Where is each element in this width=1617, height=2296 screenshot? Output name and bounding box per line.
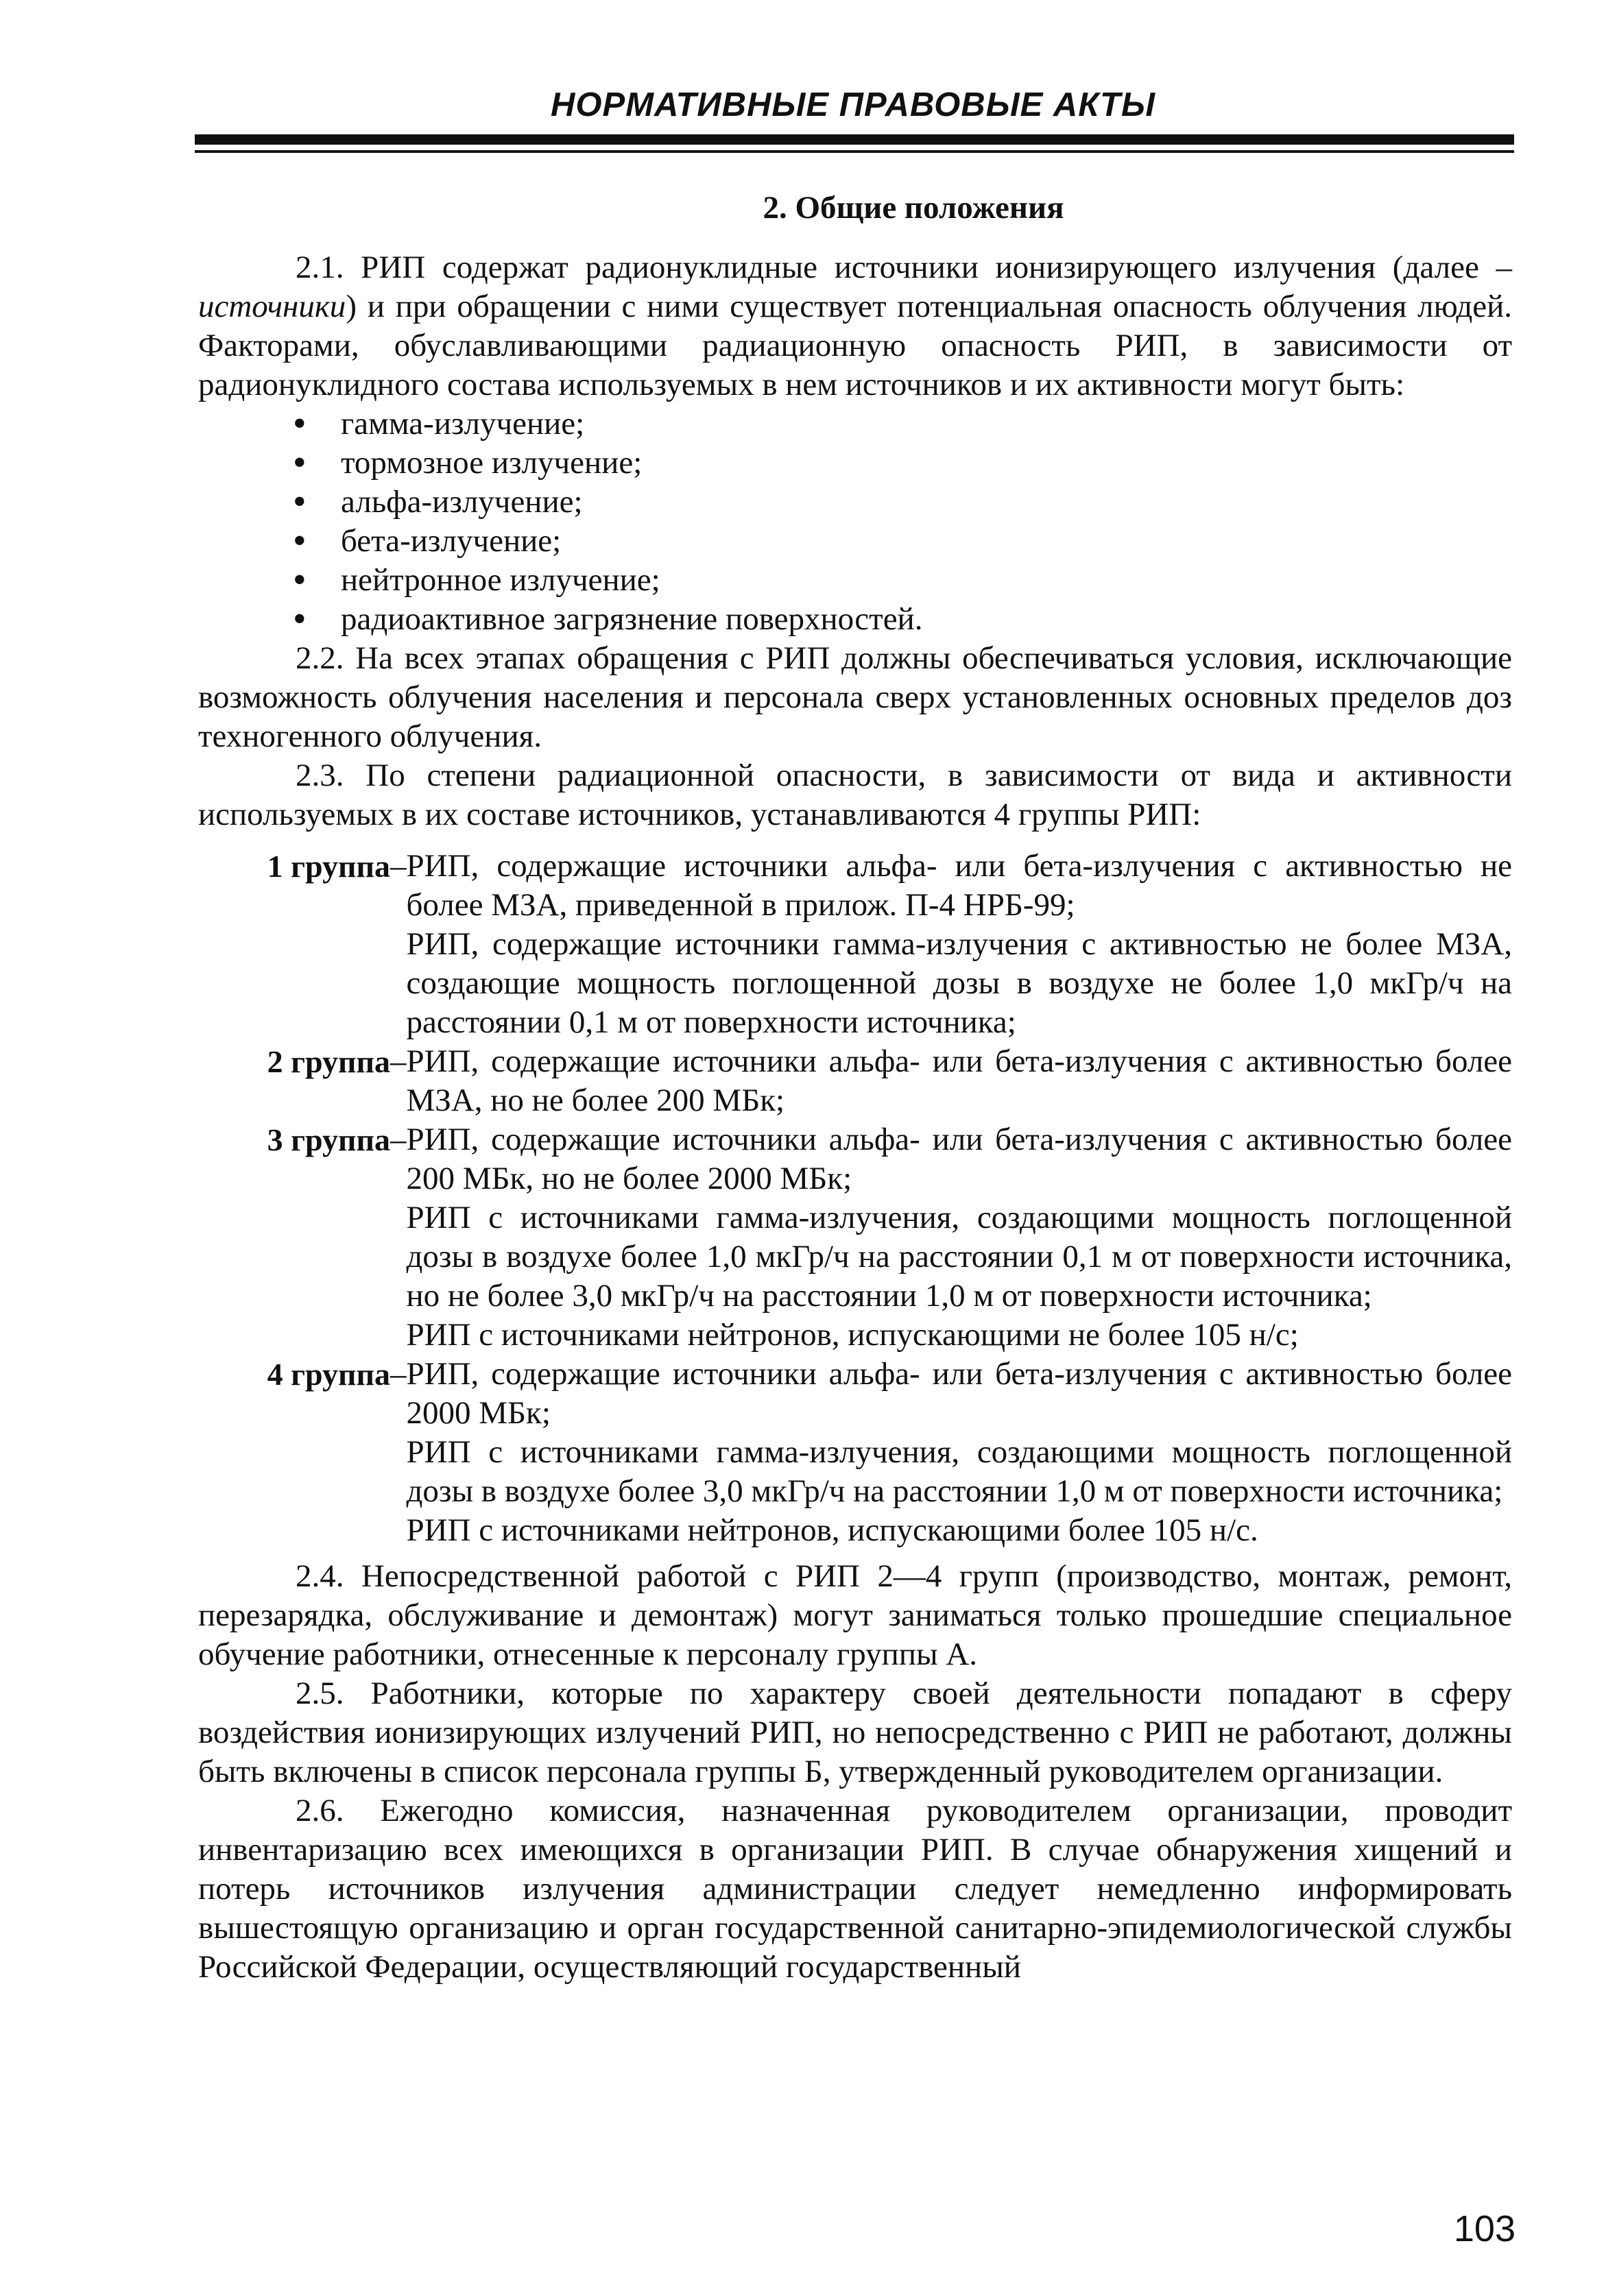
group-body <box>407 847 1513 1042</box>
group-2 <box>198 1042 1512 1120</box>
group-3 <box>198 1120 1512 1355</box>
paragraph-2-6: 2.6. Ежегодно комиссия, назначенная руководителем организации, проводит инвентаризацию всех имеющихся в организации РИП. В случае обнаружения хищений и потерь источников излучения администрации следует немедленно информировать вышестоящую организацию и орган государственной санитарно-эпидемиологической службы Российской Федерации, осуществляющий государственный <box>198 1793 1512 1985</box>
list-item: • нейтронное излучение; <box>293 561 1512 600</box>
list-item: • альфа-излучение; <box>293 483 1512 522</box>
group-body <box>407 1355 1513 1550</box>
paragraph-2-1-italic-term: источники <box>198 289 346 324</box>
paragraph-2-1-text-end: ) и при обращении с ними существует потенциальная опасность облучения людей. Факторами, обуславливающими радиационную опасность РИП, в зависимости от радионуклидного состава используемых в нем источников и их активности могут быть: <box>198 289 1512 402</box>
group-dash: – <box>390 1122 407 1157</box>
paragraph-2-3: 2.3. По степени радиационной опасности, в зависимости от вида и активности используемых в их составе источников, устанавливаются 4 группы РИП: <box>198 758 1512 832</box>
group-label: 4 группа <box>267 1357 390 1392</box>
group-item: РИП, содержащие источники гамма-излучения с активностью не более МЗА, создающие мощность поглощенной дозы в воздухе не более 1,0 мкГр/ч на расстоянии 0,1 м от поверхности источника; <box>406 926 1512 1040</box>
rip-groups <box>198 847 1512 1550</box>
group-dash: – <box>390 848 407 884</box>
group-dash: – <box>390 1356 407 1392</box>
group-item: РИП с источниками гамма-излучения, создающими мощность поглощенной дозы в воздухе более 1,0 мкГр/ч на расстоянии 0,1 м от поверхности источника, но не более 3,0 мкГр/ч на расстоянии 1,0 м от поверхности источника; <box>406 1200 1512 1314</box>
group-body <box>407 1120 1513 1355</box>
group-item: РИП с источниками гамма-излучения, создающими мощность поглощенной дозы в воздухе более 3,0 мкГр/ч на расстоянии 1,0 м от поверхности источника; <box>406 1434 1512 1509</box>
group-item: РИП с источниками нейтронов, испускающими более 105 н/с. <box>406 1512 1258 1548</box>
paragraph-2-4: 2.4. Непосредственной работой с РИП 2—4 групп (производство, монтаж, ремонт, перезарядка, обслуживание и демонтаж) могут заниматься только прошедшие специальное обучение работники, отнесенные к персоналу группы А. <box>198 1558 1512 1672</box>
group-label: 1 группа <box>267 849 390 884</box>
group-item: РИП, содержащие источники альфа- или бета-излучения с активностью более 2000 МБк; <box>406 1356 1512 1431</box>
list-item: • гамма-излучение; <box>293 404 1512 444</box>
running-header: НОРМАТИВНЫЕ ПРАВОВЫЕ АКТЫ <box>551 86 1155 123</box>
paragraph-2-2: 2.2. На всех этапах обращения с РИП должны обеспечиваться условия, исключающие возможность облучения населения и персонала сверх установленных основных пределов доз техногенного облучения. <box>198 640 1512 754</box>
hazard-factor-list <box>198 404 1512 639</box>
header-rule-thin <box>195 150 1514 153</box>
group-item: РИП, содержащие источники альфа- или бета-излучения с активностью не более МЗА, приведенной в прилож. П-4 НРБ-99; <box>406 848 1512 923</box>
paragraph-2-5: 2.5. Работники, которые по характеру своей деятельности попадают в сферу воздействия ионизирующих излучений РИП, но непосредственно с РИП не работают, должны быть включены в список персонала группы Б, утвержденный руководителем организации. <box>198 1676 1512 1789</box>
group-item: РИП с источниками нейтронов, испускающими не более 105 н/с; <box>406 1317 1299 1353</box>
page-content <box>198 189 1512 1987</box>
list-item: • тормозное излучение; <box>293 444 1512 483</box>
paragraph-2-1-text-start: 2.1. РИП содержат радионуклидные источники ионизирующего излучения (далее – <box>296 250 1512 285</box>
group-item: РИП, содержащие источники альфа- или бета-излучения с активностью более МЗА, но не более 200 МБк; <box>406 1043 1512 1118</box>
group-4 <box>198 1355 1512 1550</box>
group-dash: – <box>390 1043 407 1079</box>
section-title: 2. Общие положения <box>763 190 1064 226</box>
paragraph-2-1 <box>198 248 1512 404</box>
list-item: • радиоактивное загрязнение поверхностей. <box>293 600 1512 639</box>
group-1 <box>198 847 1512 1042</box>
group-label: 3 группа <box>267 1122 390 1157</box>
group-item: РИП, содержащие источники альфа- или бета-излучения с активностью более 200 МБк, но не более 2000 МБк; <box>406 1122 1512 1196</box>
list-item: • бета-излучение; <box>293 522 1512 561</box>
group-label: 2 группа <box>267 1044 390 1079</box>
page-number: 103 <box>1453 2208 1516 2249</box>
header-rule-thick <box>195 134 1514 145</box>
group-body <box>407 1042 1513 1120</box>
